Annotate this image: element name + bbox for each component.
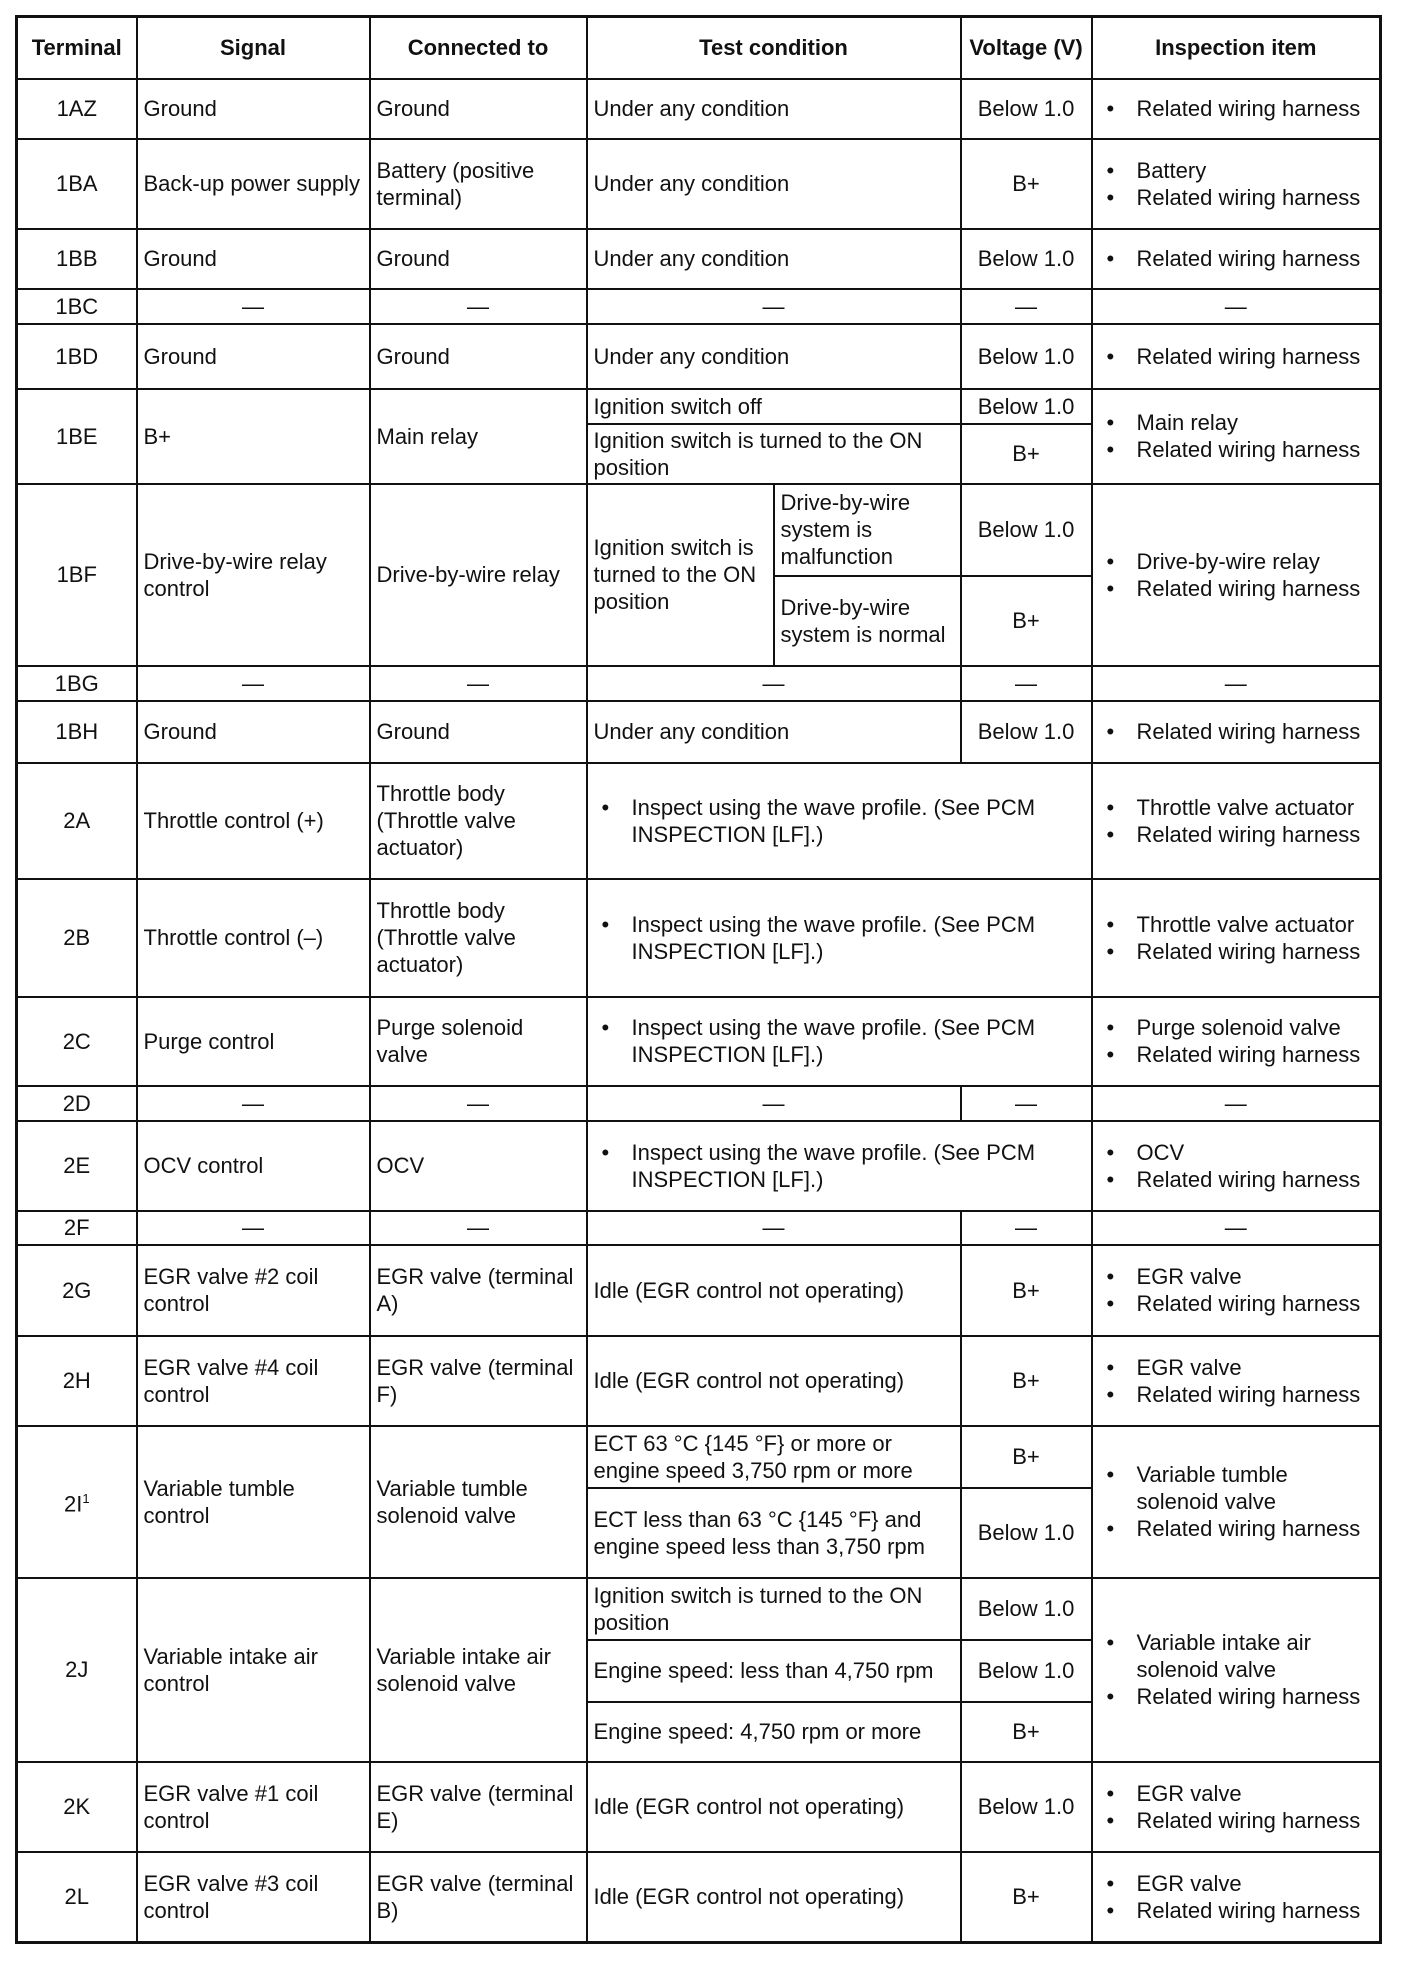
list-item: • EGR valve: [1099, 1354, 1374, 1381]
voltage-cell: B+: [961, 1336, 1092, 1426]
connected-to-cell: EGR valve (terminal B): [370, 1852, 587, 1943]
list-item: • Related wiring harness: [1099, 938, 1374, 965]
signal-cell: Variable tumble control: [137, 1426, 370, 1578]
list-item: • EGR valve: [1099, 1780, 1374, 1807]
connected-to-cell: —: [370, 1211, 587, 1245]
terminal-id: 2I: [63, 1491, 83, 1517]
test-condition-cell: ECT less than 63 °C {145 °F} and engine speed less than 3,750 rpm: [587, 1488, 961, 1578]
voltage-cell: B+: [961, 1245, 1092, 1336]
bullet-list: [1099, 245, 1374, 272]
bullet-list: [1099, 1870, 1374, 1924]
terminal-cell: [17, 1086, 137, 1121]
inspection-cell: [1092, 484, 1381, 666]
connected-to-cell: Purge solenoid valve: [370, 997, 587, 1086]
test-condition-cell: —: [587, 1211, 961, 1245]
list-item: • Variable tumble solenoid valve: [1099, 1461, 1374, 1515]
bullet-list: [1099, 718, 1374, 745]
signal-cell: —: [137, 1211, 370, 1245]
signal-cell: Ground: [137, 79, 370, 139]
bullet-list: [594, 794, 1085, 848]
inspection-cell: [1092, 324, 1381, 389]
test-condition-cell: Engine speed: less than 4,750 rpm: [587, 1640, 961, 1702]
voltage-cell: B+: [961, 1702, 1092, 1762]
signal-cell: —: [137, 666, 370, 701]
connected-to-cell: —: [370, 666, 587, 701]
voltage-cell: B+: [961, 1426, 1092, 1488]
test-note-cell: [587, 1121, 1092, 1211]
header-connected-to: Connected to: [370, 17, 587, 79]
condition-group-cell: Ignition switch is turned to the ON position: [587, 484, 774, 666]
table-row: [17, 666, 1381, 701]
terminal-id: 2G: [62, 1277, 92, 1303]
list-item: • Related wiring harness: [1099, 436, 1374, 463]
list-item: • Related wiring harness: [1099, 1041, 1374, 1068]
signal-cell: Back-up power supply: [137, 139, 370, 229]
test-condition-cell: Drive-by-wire system is normal: [774, 576, 961, 666]
table-row: [17, 1211, 1381, 1245]
voltage-cell: Below 1.0: [961, 701, 1092, 763]
test-note-cell: [587, 763, 1092, 879]
header-terminal: Terminal: [17, 17, 137, 79]
bullet-list: [1099, 343, 1374, 370]
table-row: [17, 1426, 1381, 1488]
list-item: • EGR valve: [1099, 1263, 1374, 1290]
table-row: [17, 997, 1381, 1086]
voltage-cell: B+: [961, 139, 1092, 229]
terminal-id: 2B: [63, 925, 91, 950]
connected-to-cell: EGR valve (terminal E): [370, 1762, 587, 1852]
list-item: • Variable intake air solenoid valve: [1099, 1629, 1374, 1683]
terminal-id: 2F: [63, 1215, 90, 1240]
terminal-cell: [17, 997, 137, 1086]
bullet-list: [1099, 1780, 1374, 1834]
table-row: [17, 139, 1381, 229]
voltage-cell: —: [961, 1086, 1092, 1121]
bullet-list: [1099, 157, 1374, 211]
connected-to-cell: Variable intake air solenoid valve: [370, 1578, 587, 1762]
table-row: [17, 389, 1381, 424]
terminal-cell: [17, 139, 137, 229]
signal-cell: Ground: [137, 701, 370, 763]
header-voltage: Voltage (V): [961, 17, 1092, 79]
signal-cell: Throttle control (+): [137, 763, 370, 879]
bullet-list: [1099, 1263, 1374, 1317]
voltage-cell: Below 1.0: [961, 229, 1092, 289]
list-item: • EGR valve: [1099, 1870, 1374, 1897]
connected-to-cell: Ground: [370, 701, 587, 763]
inspection-cell: [1092, 389, 1381, 484]
list-item: • Inspect using the wave profile. (See PCM INSPECTION [LF].): [594, 911, 1085, 965]
terminal-id: 2D: [62, 1090, 91, 1116]
terminal-id: 1BG: [54, 670, 99, 696]
terminal-id: 1BB: [55, 246, 98, 271]
terminal-id: 2A: [63, 808, 91, 833]
table-row: [17, 79, 1381, 139]
list-item: • Related wiring harness: [1099, 343, 1374, 370]
test-condition-cell: Ignition switch is turned to the ON position: [587, 1578, 961, 1640]
list-item: • Related wiring harness: [1099, 245, 1374, 272]
test-condition-cell: Idle (EGR control not operating): [587, 1245, 961, 1336]
test-condition-cell: —: [587, 1086, 961, 1121]
list-item: • Related wiring harness: [1099, 1166, 1374, 1193]
terminal-cell: [17, 1211, 137, 1245]
connected-to-cell: EGR valve (terminal A): [370, 1245, 587, 1336]
inspection-cell: [1092, 1762, 1381, 1852]
table-row: [17, 879, 1381, 997]
inspection-cell: [1092, 1852, 1381, 1943]
table-row: [17, 1762, 1381, 1852]
terminal-cell: [17, 879, 137, 997]
inspection-cell: [1092, 1121, 1381, 1211]
test-condition-cell: Idle (EGR control not operating): [587, 1762, 961, 1852]
inspection-cell: [1092, 997, 1381, 1086]
bullet-list: [1099, 409, 1374, 463]
terminal-voltage-table: [15, 15, 1382, 1944]
signal-cell: Drive-by-wire relay control: [137, 484, 370, 666]
signal-cell: EGR valve #3 coil control: [137, 1852, 370, 1943]
table-row: [17, 1121, 1381, 1211]
list-item: • Main relay: [1099, 409, 1374, 436]
footnote-mark: 1: [82, 1491, 90, 1507]
signal-cell: —: [137, 289, 370, 324]
inspection-cell: [1092, 139, 1381, 229]
voltage-cell: —: [961, 666, 1092, 701]
signal-cell: —: [137, 1086, 370, 1121]
inspection-cell: [1092, 229, 1381, 289]
connected-to-cell: —: [370, 289, 587, 324]
list-item: • Inspect using the wave profile. (See PCM INSPECTION [LF].): [594, 1139, 1085, 1193]
terminal-cell: [17, 484, 137, 666]
test-note-cell: [587, 997, 1092, 1086]
inspection-cell: [1092, 879, 1381, 997]
test-condition-cell: Idle (EGR control not operating): [587, 1852, 961, 1943]
table-row: [17, 701, 1381, 763]
terminal-cell: [17, 389, 137, 484]
bullet-list: [594, 1139, 1085, 1193]
signal-cell: EGR valve #4 coil control: [137, 1336, 370, 1426]
test-condition-cell: Engine speed: 4,750 rpm or more: [587, 1702, 961, 1762]
terminal-cell: [17, 79, 137, 139]
connected-to-cell: Ground: [370, 79, 587, 139]
list-item: • Related wiring harness: [1099, 1515, 1374, 1542]
test-condition-cell: Under any condition: [587, 701, 961, 763]
terminal-cell: [17, 763, 137, 879]
terminal-id: 2J: [65, 1657, 89, 1682]
connected-to-cell: Variable tumble solenoid valve: [370, 1426, 587, 1578]
table-row: [17, 1245, 1381, 1336]
signal-cell: B+: [137, 389, 370, 484]
list-item: • Throttle valve actuator: [1099, 911, 1374, 938]
bullet-list: [594, 1014, 1085, 1068]
terminal-id: 2L: [64, 1884, 89, 1910]
table-row: [17, 1336, 1381, 1426]
signal-cell: Purge control: [137, 997, 370, 1086]
terminal-id: 1AZ: [56, 96, 97, 121]
connected-to-cell: Main relay: [370, 389, 587, 484]
inspection-cell: —: [1092, 289, 1381, 324]
list-item: • Related wiring harness: [1099, 718, 1374, 745]
inspection-cell: [1092, 1336, 1381, 1426]
test-note-cell: [587, 879, 1092, 997]
terminal-cell: [17, 1852, 137, 1943]
terminal-cell: [17, 289, 137, 324]
list-item: • Inspect using the wave profile. (See PCM INSPECTION [LF].): [594, 1014, 1085, 1068]
test-condition-cell: ECT 63 °C {145 °F} or more or engine speed 3,750 rpm or more: [587, 1426, 961, 1488]
table-row: [17, 1578, 1381, 1640]
table-row: [17, 484, 1381, 576]
list-item: • Related wiring harness: [1099, 95, 1374, 122]
list-item: • Related wiring harness: [1099, 575, 1374, 602]
connected-to-cell: Throttle body (Throttle valve actuator): [370, 763, 587, 879]
terminal-id: 1BC: [55, 293, 99, 319]
terminal-id: 2C: [62, 1028, 91, 1054]
connected-to-cell: Battery (positive terminal): [370, 139, 587, 229]
inspection-cell: [1092, 763, 1381, 879]
connected-to-cell: EGR valve (terminal F): [370, 1336, 587, 1426]
list-item: • Related wiring harness: [1099, 1897, 1374, 1924]
terminal-id: 2H: [62, 1368, 91, 1393]
table-row: [17, 324, 1381, 389]
inspection-cell: —: [1092, 1086, 1381, 1121]
bullet-list: [1099, 548, 1374, 602]
voltage-cell: Below 1.0: [961, 389, 1092, 424]
test-condition-cell: Ignition switch is turned to the ON position: [587, 424, 961, 484]
signal-cell: Variable intake air control: [137, 1578, 370, 1762]
list-item: • Purge solenoid valve: [1099, 1014, 1374, 1041]
signal-cell: EGR valve #2 coil control: [137, 1245, 370, 1336]
terminal-cell: [17, 324, 137, 389]
signal-cell: Ground: [137, 229, 370, 289]
list-item: • Related wiring harness: [1099, 1683, 1374, 1710]
terminal-cell: [17, 1578, 137, 1762]
terminal-id: 1BE: [55, 423, 98, 449]
list-item: • Inspect using the wave profile. (See PCM INSPECTION [LF].): [594, 794, 1085, 848]
header-signal: Signal: [137, 17, 370, 79]
inspection-cell: [1092, 1426, 1381, 1578]
test-condition-cell: —: [587, 666, 961, 701]
list-item: • Related wiring harness: [1099, 1290, 1374, 1317]
signal-cell: EGR valve #1 coil control: [137, 1762, 370, 1852]
voltage-cell: —: [961, 1211, 1092, 1245]
terminal-id: 1BF: [56, 562, 97, 587]
test-condition-cell: Under any condition: [587, 229, 961, 289]
voltage-cell: B+: [961, 424, 1092, 484]
list-item: • Related wiring harness: [1099, 184, 1374, 211]
signal-cell: Ground: [137, 324, 370, 389]
table-row: [17, 1086, 1381, 1121]
voltage-cell: Below 1.0: [961, 1488, 1092, 1578]
terminal-cell: [17, 1762, 137, 1852]
connected-to-cell: Throttle body (Throttle valve actuator): [370, 879, 587, 997]
terminal-cell: [17, 1245, 137, 1336]
terminal-id: 1BA: [55, 171, 98, 196]
inspection-cell: [1092, 1245, 1381, 1336]
terminal-cell: [17, 1121, 137, 1211]
table-row: [17, 1852, 1381, 1943]
terminal-id: 2E: [63, 1153, 91, 1178]
table-row: [17, 289, 1381, 324]
voltage-cell: B+: [961, 1852, 1092, 1943]
inspection-cell: —: [1092, 1211, 1381, 1245]
terminal-cell: [17, 1426, 137, 1578]
list-item: • Drive-by-wire relay: [1099, 548, 1374, 575]
inspection-cell: [1092, 701, 1381, 763]
test-condition-cell: Under any condition: [587, 324, 961, 389]
terminal-cell: [17, 701, 137, 763]
test-condition-cell: Under any condition: [587, 139, 961, 229]
terminal-cell: [17, 666, 137, 701]
list-item: • Battery: [1099, 157, 1374, 184]
voltage-cell: B+: [961, 576, 1092, 666]
connected-to-cell: Drive-by-wire relay: [370, 484, 587, 666]
voltage-cell: Below 1.0: [961, 79, 1092, 139]
voltage-cell: Below 1.0: [961, 484, 1092, 576]
header-test-condition: Test condition: [587, 17, 961, 79]
signal-cell: Throttle control (–): [137, 879, 370, 997]
bullet-list: [1099, 1014, 1374, 1068]
inspection-cell: [1092, 79, 1381, 139]
terminal-id: 1BH: [55, 719, 99, 744]
list-item: • Throttle valve actuator: [1099, 794, 1374, 821]
terminal-cell: [17, 1336, 137, 1426]
header-row: [17, 17, 1381, 79]
header-inspection-item: Inspection item: [1092, 17, 1381, 79]
bullet-list: [1099, 95, 1374, 122]
bullet-list: [1099, 1461, 1374, 1542]
voltage-cell: Below 1.0: [961, 1640, 1092, 1702]
bullet-list: [594, 911, 1085, 965]
terminal-cell: [17, 229, 137, 289]
list-item: • Related wiring harness: [1099, 1807, 1374, 1834]
bullet-list: [1099, 911, 1374, 965]
connected-to-cell: OCV: [370, 1121, 587, 1211]
table-row: [17, 229, 1381, 289]
list-item: • Related wiring harness: [1099, 1381, 1374, 1408]
terminal-id: 1BD: [55, 343, 99, 369]
test-condition-cell: —: [587, 289, 961, 324]
connected-to-cell: Ground: [370, 229, 587, 289]
voltage-cell: —: [961, 289, 1092, 324]
voltage-cell: Below 1.0: [961, 324, 1092, 389]
connected-to-cell: —: [370, 1086, 587, 1121]
test-condition-cell: Drive-by-wire system is malfunction: [774, 484, 961, 576]
terminal-id: 2K: [63, 1794, 91, 1819]
test-condition-cell: Idle (EGR control not operating): [587, 1336, 961, 1426]
test-condition-cell: Ignition switch off: [587, 389, 961, 424]
table-row: [17, 763, 1381, 879]
inspection-cell: [1092, 1578, 1381, 1762]
bullet-list: [1099, 1354, 1374, 1408]
inspection-cell: —: [1092, 666, 1381, 701]
bullet-list: [1099, 1629, 1374, 1710]
bullet-list: [1099, 1139, 1374, 1193]
signal-cell: OCV control: [137, 1121, 370, 1211]
list-item: • Related wiring harness: [1099, 821, 1374, 848]
test-condition-cell: Under any condition: [587, 79, 961, 139]
list-item: • OCV: [1099, 1139, 1374, 1166]
bullet-list: [1099, 794, 1374, 848]
voltage-cell: Below 1.0: [961, 1762, 1092, 1852]
connected-to-cell: Ground: [370, 324, 587, 389]
voltage-cell: Below 1.0: [961, 1578, 1092, 1640]
